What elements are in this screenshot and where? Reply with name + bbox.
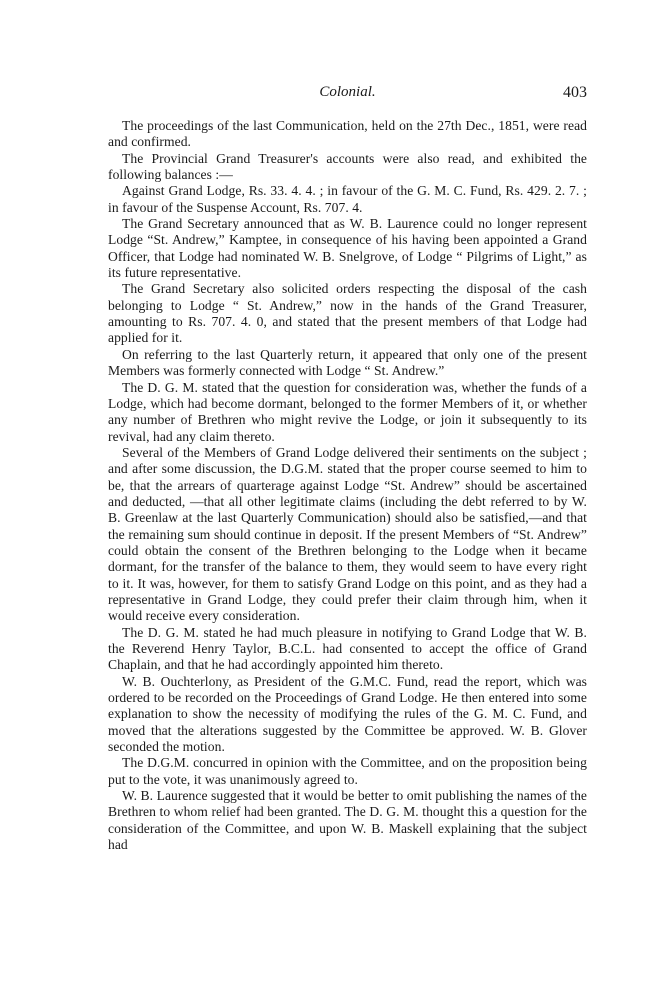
paragraph: The D. G. M. stated he had much pleasure in notifying to Grand Lodge that W. B. the Reverend Henry Taylor, B.C.L. had consented to accept the office of Grand Chaplain, and that he had accordingly appointed him thereto.	[108, 624, 587, 673]
paragraph: W. B. Laurence suggested that it would be better to omit publishing the names of the Brethren to whom relief had been granted. The D. G. M. thought this a question for the consideration of the Committee, and upon W. B. Maskell explaining that the subject had	[108, 788, 587, 853]
paragraph: On referring to the last Quarterly return, it appeared that only one of the present Members was formerly connected with Lodge “ St. Andrew.”	[108, 346, 587, 379]
paragraph: The Grand Secretary also solicited orders respecting the disposal of the cash belonging to Lodge “ St. Andrew,” now in the hands of the Grand Treasurer, amounting to Rs. 707. 4. 0, and stated that the present members of that Lodge had applied for it.	[108, 281, 587, 346]
paragraph: The Provincial Grand Treasurer's accounts were also read, and exhibited the following balances :—	[108, 150, 587, 183]
paragraph: The D. G. M. stated that the question for consideration was, whether the funds of a Lodge, which had become dormant, belonged to the former Members of it, or whether any number of Brethren who might revive the Lodge, or join it subsequently to its revival, had any claim thereto.	[108, 379, 587, 444]
paragraph: W. B. Ouchterlony, as President of the G.M.C. Fund, read the report, which was ordered to be recorded on the Proceedings of Grand Lodge. He then entered into some explanation to show the necessity of modifying the rules of the G. M. C. Fund, and moved that the alterations suggested by the Committee be approved. W. B. Glover seconded the motion.	[108, 673, 587, 755]
paragraph: Against Grand Lodge, Rs. 33. 4. 4. ; in favour of the G. M. C. Fund, Rs. 429. 2. 7. ; in favour of the Suspense Account, Rs. 707. 4.	[108, 183, 587, 215]
paragraph: The proceedings of the last Communication, held on the 27th Dec., 1851, were read and confirmed.	[108, 118, 587, 150]
paragraph: The D.G.M. concurred in opinion with the Committee, and on the proposition being put to the vote, it was unanimously agreed to.	[108, 755, 587, 787]
running-header	[108, 84, 587, 106]
running-title: Colonial.	[319, 84, 376, 100]
body-text	[108, 118, 587, 853]
paragraph: Several of the Members of Grand Lodge delivered their sentiments on the subject ; and after some discussion, the D.G.M. stated that the proper course seemed to him to be, that the arrears of quarterage against Lodge “St. Andrew” should be ascertained and deducted, —that all other legitimate claims (including the debt referred to by W. B. Greenlaw at the last Quarterly Communication) should also be satisfied,—and that the remaining sum should continue in deposit. If the present Members of “St. Andrew” could obtain the consent of the Brethren belonging to the Lodge when it became dormant, for the transfer of the balance to them, they would seem to have every right to it. It was, however, for them to satisfy Grand Lodge on this point, and as they had a representative in Grand Lodge, they could prefer their claim through him, when it would receive every consideration.	[108, 444, 587, 624]
page-number: 403	[563, 84, 587, 101]
paragraph: The Grand Secretary announced that as W. B. Laurence could no longer represent Lodge “St. Andrew,” Kamptee, in consequence of his having been appointed a Grand Officer, that Lodge had nominated W. B. Snelgrove, of Lodge “ Pilgrims of Light,” as its future representative.	[108, 216, 587, 281]
